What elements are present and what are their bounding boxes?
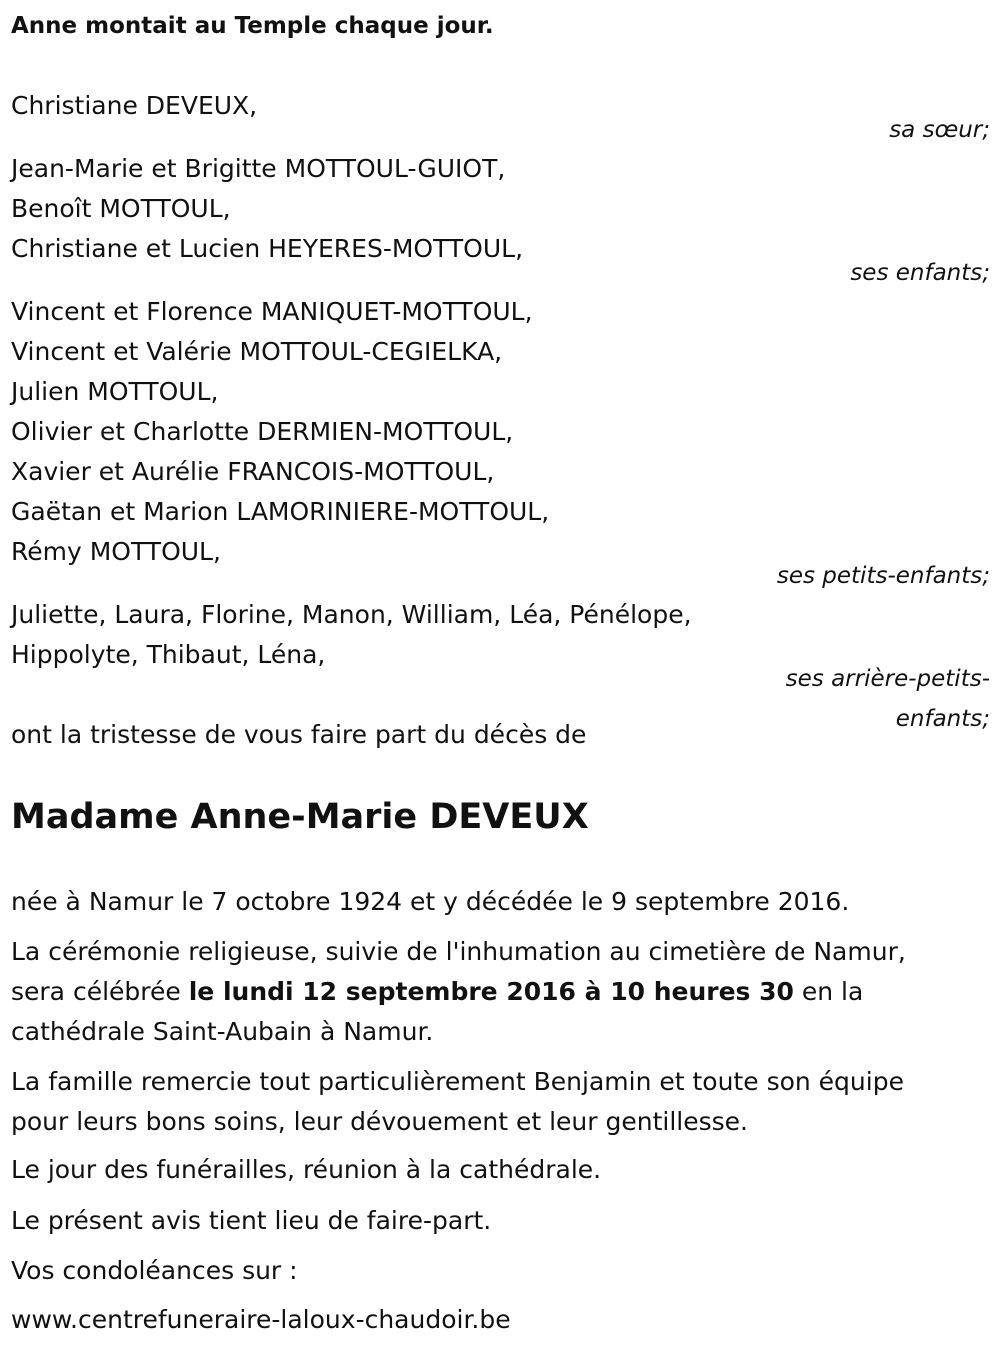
great-grandchildren-names: Hippolyte, Thibaut, Léna, [11, 640, 326, 669]
ceremony-suffix: en la [793, 977, 864, 1006]
ceremony-prefix: sera célébrée [11, 977, 189, 1006]
relation-great-grandchildren: ses arrière-petits- [785, 666, 990, 692]
ceremony-date-time: le lundi 12 septembre 2016 à 10 heures 30 [188, 977, 794, 1006]
relation-great-grandchildren-cont: enfants; [895, 706, 990, 732]
relation-children: ses enfants; [850, 260, 990, 286]
thanks-line: pour leurs bons soins, leur dévouement et leur gentillesse. [11, 1107, 748, 1136]
grandchild-name: Xavier et Aurélie FRANCOIS-MOTTOUL, [11, 457, 495, 486]
child-name: Benoît MOTTOUL, [11, 194, 231, 223]
ceremony-line [11, 972, 991, 1012]
birth-death-info: née à Namur le 7 octobre 1924 et y décédée le 9 septembre 2016. [11, 887, 850, 916]
meeting-info: Le jour des funérailles, réunion à la cathédrale. [11, 1155, 602, 1184]
thanks-line: La famille remercie tout particulièrement Benjamin et toute son équipe [11, 1067, 904, 1096]
great-grandchildren-names: Juliette, Laura, Florine, Manon, William, Léa, Pénélope, [11, 600, 692, 629]
relation-grandchildren: ses petits-enfants; [776, 563, 990, 589]
ceremony-line: cathédrale Saint-Aubain à Namur. [11, 1017, 434, 1046]
ceremony-paragraph [11, 932, 991, 1052]
grandchild-name: Gaëtan et Marion LAMORINIERE-MOTTOUL, [11, 497, 550, 526]
relation-sister: sa sœur; [889, 117, 990, 143]
child-name: Jean-Marie et Brigitte MOTTOUL-GUIOT, [11, 154, 506, 183]
sister-name: Christiane DEVEUX, [11, 91, 258, 120]
grandchild-name: Vincent et Valérie MOTTOUL-CEGIELKA, [11, 337, 503, 366]
epigraph: Anne montait au Temple chaque jour. [11, 13, 494, 39]
announcement: ont la tristesse de vous faire part du décès de [11, 720, 587, 749]
condolences-label: Vos condoléances sur : [11, 1256, 298, 1285]
child-name: Christiane et Lucien HEYERES-MOTTOUL, [11, 234, 524, 263]
grandchild-name: Olivier et Charlotte DERMIEN-MOTTOUL, [11, 417, 514, 446]
grandchild-name: Rémy MOTTOUL, [11, 537, 221, 566]
deceased-name: Madame Anne-Marie DEVEUX [11, 797, 589, 837]
ceremony-line: La cérémonie religieuse, suivie de l'inhumation au cimetière de Namur, [11, 937, 906, 966]
notice: Le présent avis tient lieu de faire-part. [11, 1206, 492, 1235]
grandchild-name: Vincent et Florence MANIQUET-MOTTOUL, [11, 297, 533, 326]
grandchild-name: Julien MOTTOUL, [11, 377, 219, 406]
website-link[interactable]: www.centrefuneraire-laloux-chaudoir.be [11, 1305, 511, 1334]
thanks-paragraph [11, 1062, 991, 1142]
